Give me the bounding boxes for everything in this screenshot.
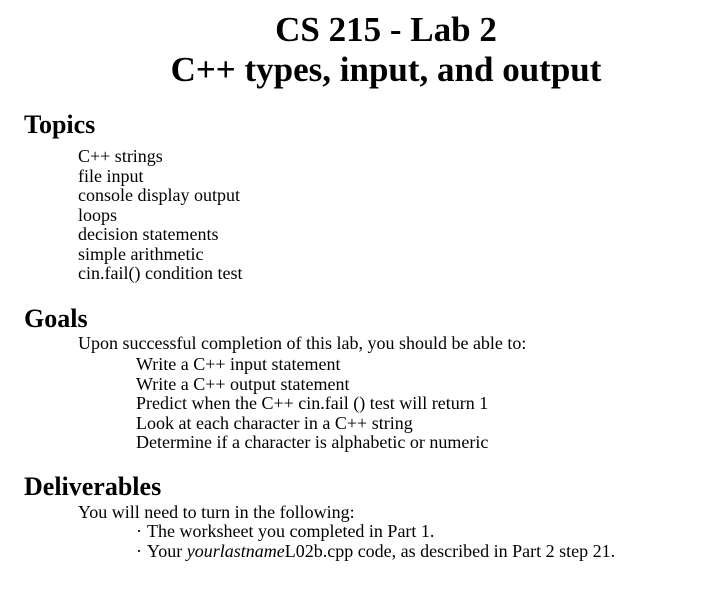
- bullet-dot-icon: ·: [136, 540, 142, 561]
- deliverable-text: Your: [147, 540, 187, 561]
- goals-intro: Upon successful completion of this lab, you should be able to:: [78, 332, 527, 353]
- deliverable-text: L02b.cpp code, as described in Part 2 step 21.: [284, 540, 616, 561]
- goal-item: Write a C++ input statement: [136, 354, 341, 374]
- topic-item: cin.fail() condition test: [78, 263, 243, 283]
- goals-heading: Goals: [24, 303, 88, 333]
- topic-item: file input: [78, 165, 144, 186]
- deliverables-body: [0, 503, 702, 562]
- topic-item: C++ strings: [78, 146, 163, 166]
- goal-item: Look at each character in a C++ string: [136, 412, 413, 433]
- topic-item: simple arithmetic: [78, 243, 204, 264]
- topics-list: [0, 147, 702, 284]
- goal-item: Predict when the C++ cin.fail () test will return 1: [136, 393, 489, 413]
- deliverable-bullet: [136, 522, 702, 542]
- goal-item: Write a C++ output statement: [136, 373, 350, 394]
- topics-heading: Topics: [24, 110, 96, 139]
- title-line-2: C++ types, input, and output: [170, 50, 602, 89]
- deliverable-text-placeholder: yourlastname: [186, 540, 285, 561]
- goal-item: Determine if a character is alphabetic or numeric: [136, 432, 489, 452]
- bullet-dot-icon: ·: [136, 521, 142, 541]
- deliverables-intro: You will need to turn in the following:: [78, 501, 355, 522]
- goals-list: [0, 355, 702, 453]
- deliverable-text: The worksheet you completed in Part 1.: [147, 521, 435, 541]
- deliverables-heading: Deliverables: [24, 471, 162, 501]
- document-title: [0, 0, 702, 90]
- topic-item: loops: [78, 204, 118, 225]
- topic-item: console display output: [78, 185, 240, 205]
- title-line-1: CS 215 - Lab 2: [275, 10, 497, 49]
- deliverable-bullet: [136, 542, 702, 562]
- topic-item: decision statements: [78, 224, 219, 244]
